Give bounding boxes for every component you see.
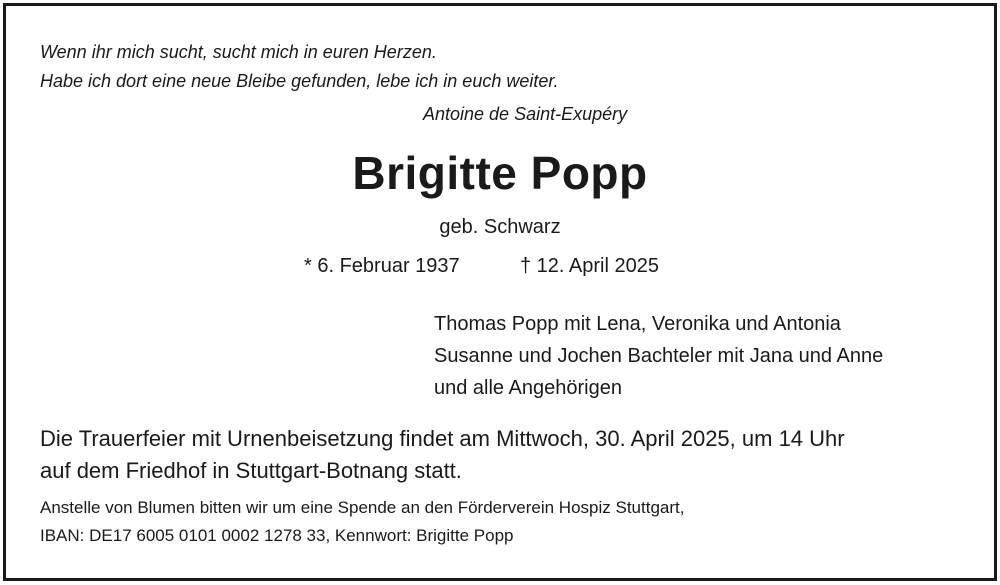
birth-date: * 6. Februar 1937 (304, 255, 460, 277)
donation-line-1: Anstelle von Blumen bitten wir um eine Spende an den Förderverein Hospiz Stuttgart, (40, 498, 685, 517)
mourner-line-2: Susanne und Jochen Bachteler mit Jana und Anne (434, 345, 884, 367)
donation-line-2: IBAN: DE17 6005 0101 0002 1278 33, Kennwort: Brigitte Popp (40, 526, 514, 545)
ceremony-line-1: Die Trauerfeier mit Urnenbeisetzung findet am Mittwoch, 30. April 2025, um 14 Uhr (40, 426, 845, 451)
deceased-name: Brigitte Popp (352, 147, 648, 199)
quote-line-1: Wenn ihr mich sucht, sucht mich in euren Herzen. (40, 42, 437, 62)
birth-name: geb. Schwarz (439, 216, 561, 238)
mourner-line-1: Thomas Popp mit Lena, Veronika und Antonia (434, 313, 841, 335)
mourner-line-3: und alle Angehörigen (434, 377, 622, 399)
quote-line-2: Habe ich dort eine neue Bleibe gefunden, lebe ich in euch weiter. (40, 71, 559, 91)
death-date: † 12. April 2025 (520, 255, 659, 277)
quote-author: Antoine de Saint-Exupéry (423, 104, 628, 124)
ceremony-line-2: auf dem Friedhof in Stuttgart-Botnang statt. (40, 458, 462, 483)
